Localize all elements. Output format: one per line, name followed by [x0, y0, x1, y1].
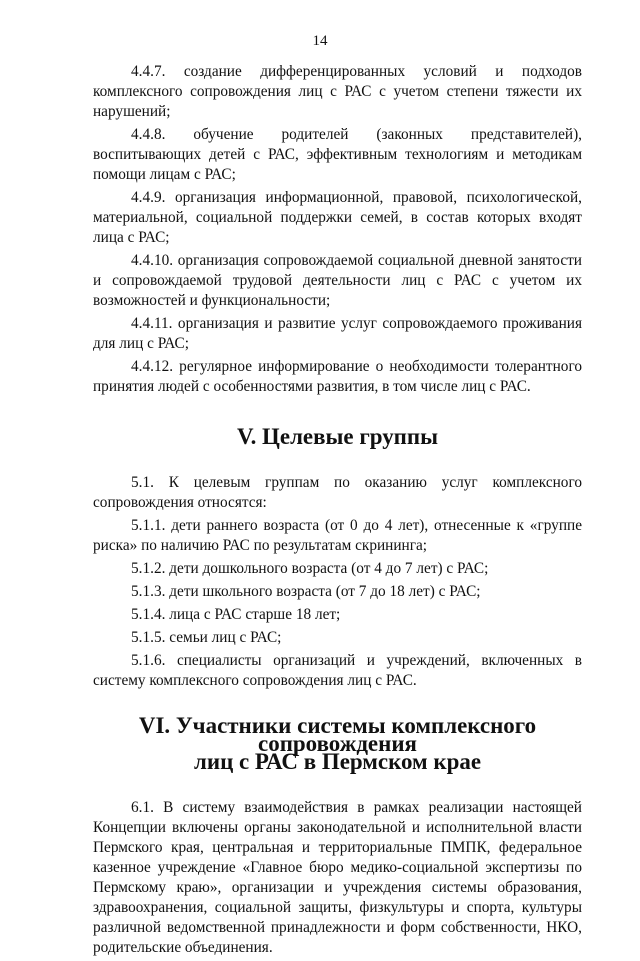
section-6-heading-line-2: лиц с РАС в Пермском крае	[193, 749, 482, 774]
paragraph-5-1-2: 5.1.2. дети дошкольного возраста (от 4 до 7 лет) с РАС;	[131, 560, 489, 577]
paragraph-5-1-5: 5.1.5. семьи лиц с РАС;	[131, 629, 282, 646]
page-number: 14	[312, 33, 328, 49]
section-5-heading: V. Целевые группы	[236, 424, 439, 449]
section-6-heading-line-1: VI. Участники системы комплексного сопровождения	[138, 713, 537, 756]
paragraph-5-1-3: 5.1.3. дети школьного возраста (от 7 до 18 лет) с РАС;	[131, 583, 481, 600]
paragraph-6-1: 6.1. В систему взаимодействия в рамках реализации настоящей Концепции включены органы законодательной и исполнительной власти Пермского края, центральная и территориальные ПМПК, федеральное казенное учреждение «Главное бюро медико-социальной экспертизы по Пермскому краю», организации и учреждения системы образования, здравоохранения, социальной защиты, физкультуры и спорта, культуры различной ведомственной принадлежности и форм собственности, НКО, родительские объединения.	[93, 799, 582, 956]
paragraph-4-4-9: 4.4.9. организация информационной, правовой, психологической, материальной, социальной поддержки семей, в состав которых входят лица с РАС;	[93, 189, 582, 246]
paragraph-4-4-11: 4.4.11. организация и развитие услуг сопровождаемого проживания для лиц с РАС;	[93, 315, 582, 352]
paragraph-5-1-6: 5.1.6. специалисты организаций и учреждений, включенных в систему комплексного сопровождения лиц с РАС.	[93, 652, 582, 689]
section-6-heading	[93, 713, 582, 774]
paragraph-4-4-12: 4.4.12. регулярное информирование о необходимости толерантного принятия людей с особенностями развития, в том числе лиц с РАС.	[93, 358, 582, 395]
paragraph-4-4-7: 4.4.7. создание дифференцированных условий и подходов комплексного сопровождения лиц с РАС с учетом степени тяжести их нарушений;	[93, 63, 582, 120]
paragraph-5-1: 5.1. К целевым группам по оказанию услуг комплексного сопровождения относятся:	[93, 474, 582, 511]
paragraph-5-1-4: 5.1.4. лица с РАС старше 18 лет;	[131, 606, 341, 623]
paragraph-4-4-8: 4.4.8. обучение родителей (законных представителей), воспитывающих детей с РАС, эффективным технологиям и методикам помощи лицам с РАС;	[93, 126, 582, 183]
paragraph-5-1-1: 5.1.1. дети раннего возраста (от 0 до 4 лет), отнесенные к «группе риска» по наличию РАС по результатам скрининга;	[93, 517, 582, 554]
page-content	[93, 62, 582, 961]
paragraph-4-4-10: 4.4.10. организация сопровождаемой социальной дневной занятости и сопровождаемой трудовой деятельности лиц с РАС с учетом их возможностей и функциональности;	[93, 252, 582, 309]
